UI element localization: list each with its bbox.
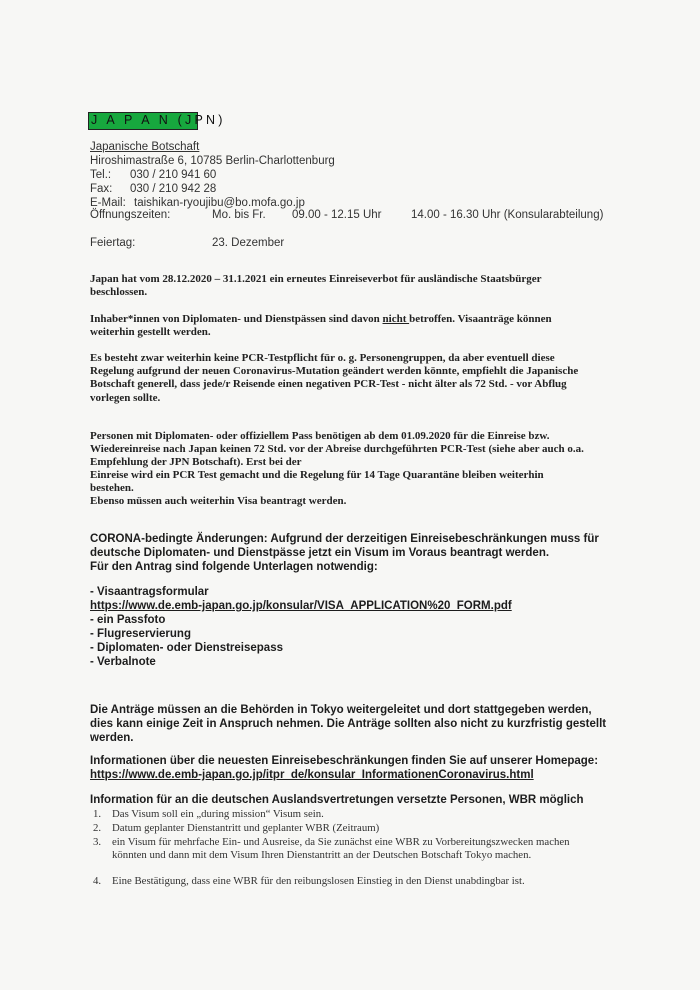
email-label: E-Mail:	[90, 197, 126, 209]
hours-days: Mo. bis Fr.	[212, 209, 266, 221]
p4-line-2: Wiedereinreise nach Japan keinen 72 Std. vor der Abreise durchgeführten PCR-Test (siehe aber auch o.a.	[90, 443, 584, 455]
wbr-item-text: Das Visum soll ein „during mission“ Visum sein.	[112, 808, 324, 820]
wbr-title: Information für an die deutschen Auslandsvertretungen versetzte Personen, WBR möglich	[90, 794, 584, 806]
wbr-item-4	[93, 875, 582, 888]
wbr-item-1	[93, 808, 582, 821]
holiday-label: Feiertag:	[90, 237, 136, 249]
p4-line-3: Empfehlung der JPN Botschaft). Erst bei der	[90, 456, 302, 468]
fax-value: 030 / 210 942 28	[130, 183, 217, 195]
wbr-item-text: Eine Bestätigung, dass eine WBR für den reibungslosen Einstieg in den Dienst unabdingbar ist.	[112, 875, 525, 887]
corona-intro: CORONA-bedingte Änderungen: Aufgrund der derzeitigen Einreisebeschränkungen muss für deutsche Diplomaten- und Dienstpässe jetzt ein Visum im Voraus beantragt werden.	[90, 533, 599, 559]
visa-form-link[interactable]: https://www.de.emb-japan.go.jp/konsular/VISA_APPLICATION%20_FORM.pdf	[90, 600, 512, 612]
hours-morning: 09.00 - 12.15 Uhr	[292, 209, 382, 221]
p4-line-6: Ebenso müssen auch weiterhin Visa beantragt werden.	[90, 495, 347, 507]
hours-afternoon: 14.00 - 16.30 Uhr (Konsularabteilung)	[411, 209, 604, 221]
p4-line-5: bestehen.	[90, 482, 134, 494]
wbr-item-num: 1.	[93, 808, 102, 820]
embassy-address: Hiroshimastraße 6, 10785 Berlin-Charlottenburg	[90, 155, 335, 167]
wbr-item-num: 4.	[93, 875, 102, 887]
wbr-item-text: Datum geplanter Dienstantritt und geplanter WBR (Zeitraum)	[112, 822, 380, 834]
list-item-verbalnote: - Verbalnote	[90, 656, 156, 668]
holiday-value: 23. Dezember	[212, 237, 285, 249]
wbr-item-3	[93, 836, 582, 862]
wbr-item-num: 2.	[93, 822, 102, 834]
fax-label: Fax:	[90, 183, 113, 195]
wbr-item-num: 3.	[93, 836, 102, 848]
diplomat-passport-paragraph	[90, 313, 580, 339]
list-item-visa-form: - Visaantragsformular	[90, 586, 209, 598]
hours-label: Öffnungszeiten:	[90, 209, 171, 221]
tel-value: 030 / 210 941 60	[130, 169, 217, 181]
email-value: taishikan-ryoujibu@bo.mofa.go.jp	[134, 197, 305, 209]
pcr-recommendation-paragraph: Es besteht zwar weiterhin keine PCR-Testpflicht für o. g. Personengruppen, da aber eventuell diese Regelung aufgrund der neuen Coronavirus-Mutation geändert werden könnte, empfiehlt die Japanische Botschaft generell, dass jede/r Reisende einen negativen PCR-Test - nicht älter als 72 Std. - vor Abflug vorlegen sollte.	[90, 352, 579, 404]
p4-line-1: Personen mit Diplomaten- oder offiziellem Pass benötigen ab dem 01.09.2020 für die Einreise bzw.	[90, 430, 550, 442]
p2-text-c: betroffen. Visaanträge können weiterhin gestellt werden.	[90, 313, 552, 339]
corona-intro-2: Für den Antrag sind folgende Unterlagen notwendig:	[90, 561, 378, 573]
p4-line-4: Einreise wird ein PCR Test gemacht und die Regelung für 14 Tage Quarantäne bleiben weiterhin	[90, 469, 544, 481]
wbr-item-text: ein Visum für mehrfache Ein- und Ausreise, da Sie zunächst eine WBR zu Vorbereitungszwecken machen könnten und dann mit dem Visum Ihren Dienstantritt an der Deutschen Botschaft Tokyo machen.	[112, 836, 570, 861]
p2-text-nicht: nicht	[382, 313, 410, 325]
p2-text-a: Inhaber*innen von Diplomaten- und Dienstpässen sind davon	[90, 313, 383, 325]
wbr-item-2	[93, 822, 582, 835]
page-title: J A P A N (JPN)	[91, 113, 226, 127]
list-item-flugreservierung: - Flugreservierung	[90, 628, 191, 640]
entry-ban-paragraph: Japan hat vom 28.12.2020 – 31.1.2021 ein erneutes Einreiseverbot für ausländische Staatsbürger beschlossen.	[90, 273, 542, 299]
list-item-pass: - Diplomaten- oder Dienstreisepass	[90, 642, 283, 654]
embassy-name: Japanische Botschaft	[90, 141, 200, 153]
tokyo-paragraph: Die Anträge müssen an die Behörden in Tokyo weitergeleitet und dort stattgegeben werden, dies kann einige Zeit in Anspruch nehmen. Die Anträge sollten also nicht zu kurzfristig gestellt werden.	[90, 704, 607, 744]
info-link[interactable]: https://www.de.emb-japan.go.jp/itpr_de/konsular_InformationenCoronavirus.html	[90, 769, 534, 781]
info-paragraph: Informationen über die neuesten Einreisebeschränkungen finden Sie auf unserer Homepage:	[90, 755, 599, 767]
list-item-passfoto: - ein Passfoto	[90, 614, 166, 626]
tel-label: Tel.:	[90, 169, 112, 181]
